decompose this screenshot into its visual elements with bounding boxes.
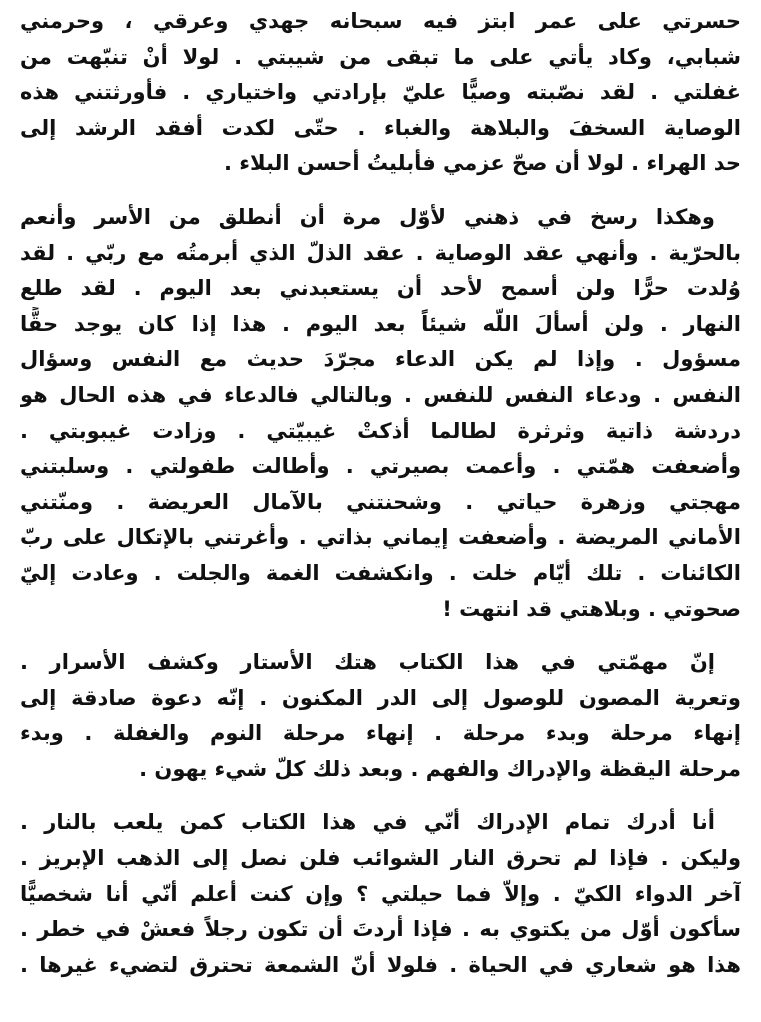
text-line: غفلتي . لقد نصّبته وصيًّا عليّ بإرادتي واختياري . فأورثتني هذه xyxy=(20,80,741,105)
text-line: وليكن . فإذا لم تحرق النار الشوائب فلن نصل إلى الذهب الإبريز . xyxy=(20,846,741,871)
text-line: وأضعفت همّتي . وأعمت بصيرتي . وأطالت طفولتي . وسلبتني xyxy=(20,454,741,479)
paragraph-4 xyxy=(20,805,741,983)
text-line: مهجتي وزهرة حياتي . وشحنتني بالآمال العريضة . ومنّتني xyxy=(20,489,741,514)
text-line: النفس . ودعاء النفس للنفس . وبالتالي فالدعاء في هذه الحال هو xyxy=(20,382,741,407)
text-line: صحوتي . وبلاهتي قد انتهت ! xyxy=(442,596,741,621)
text-line: مرحلة اليقظة والإدراك والفهم . وبعد ذلك كلّ شيء يهون . xyxy=(139,756,741,781)
text-line: هذا هو شعاري في الحياة . فلولا أنّ الشمعة تحترق لتضيء غيرها . xyxy=(20,952,741,977)
paragraph-1 xyxy=(20,4,741,182)
text-line: وهكذا رسخ في ذهني لأوّل مرة أن أنطلق من الأسر وأنعم xyxy=(20,204,715,229)
paragraph-gap xyxy=(20,182,741,200)
text-line: الأماني المريضة . وأضعفت إيماني بذاتي . وأغرتني بالإتكال على ربّ xyxy=(20,525,741,550)
paragraph-gap xyxy=(20,627,741,645)
text-line: الوصاية السخفَ والبلاهة والغباء . حتّى لكدت أفقد الرشد إلى xyxy=(20,115,741,140)
text-line: آخر الدواء الكيّ . وإلاّ فما حيلتي ؟ وإن كنت أعلم أنّي أنا شخصيًّا xyxy=(20,881,741,906)
text-line: إنّ مهمّتي في هذا الكتاب هتك الأستار وكشف الأسرار . xyxy=(20,650,715,675)
text-line: دردشة ذاتية وثرثرة لطالما أذكتْ غيبيّتي . وزادت غيبوبتي . xyxy=(20,418,741,443)
text-line: أنا أدرك تمام الإدراك أنّي في هذا الكتاب كمن يلعب بالنار . xyxy=(20,810,715,835)
text-line: حد الهراء . لولا أن صحّ عزمي فأبليتُ أحسن البلاء . xyxy=(223,151,741,176)
text-line: إنهاء مرحلة وبدء مرحلة . إنهاء مرحلة النوم والغفلة . وبدء xyxy=(20,721,741,746)
text-line: حسرتي على عمر ابتز فيه سبحانه جهدي وعرقي ، وحرمني xyxy=(20,9,741,33)
text-line: بالحرّية . وأنهي عقد الوصاية . عقد الذلّ الذي أبرمتُه مع ربّي . لقد xyxy=(20,240,741,265)
text-line: الكائنات . تلك أيّام خلت . وانكشفت الغمة والجلت . وعادت إليّ xyxy=(20,560,741,585)
text-line: وتعرية المصون للوصول إلى الدر المكنون . إنّه دعوة صادقة إلى xyxy=(20,685,741,710)
text-line: وُلدت حرًّا ولن أسمح لأحد أن يستعبدني بعد اليوم . لقد طلع xyxy=(20,276,741,301)
text-line: مسؤول . وإذا لم يكن الدعاء مجرّدَ حديث مع النفس وسؤال xyxy=(20,347,741,372)
text-line: سأكون أوّل من يكتوي به . فإذا أردتَ أن تكون رجلاً فعشْ في خطر . xyxy=(20,917,741,942)
text-line: النهار . ولن أسألَ اللّه شيئاً بعد اليوم . هذا إذا كان يوجد حقًّا xyxy=(20,311,741,336)
paragraph-2 xyxy=(20,200,741,627)
paragraph-3 xyxy=(20,645,741,787)
book-page xyxy=(20,4,741,983)
paragraph-gap xyxy=(20,787,741,805)
text-line: شبابي، وكاد يأتي على ما تبقى من شيبتي . لولا أنْ تنبّهت من xyxy=(20,44,741,69)
